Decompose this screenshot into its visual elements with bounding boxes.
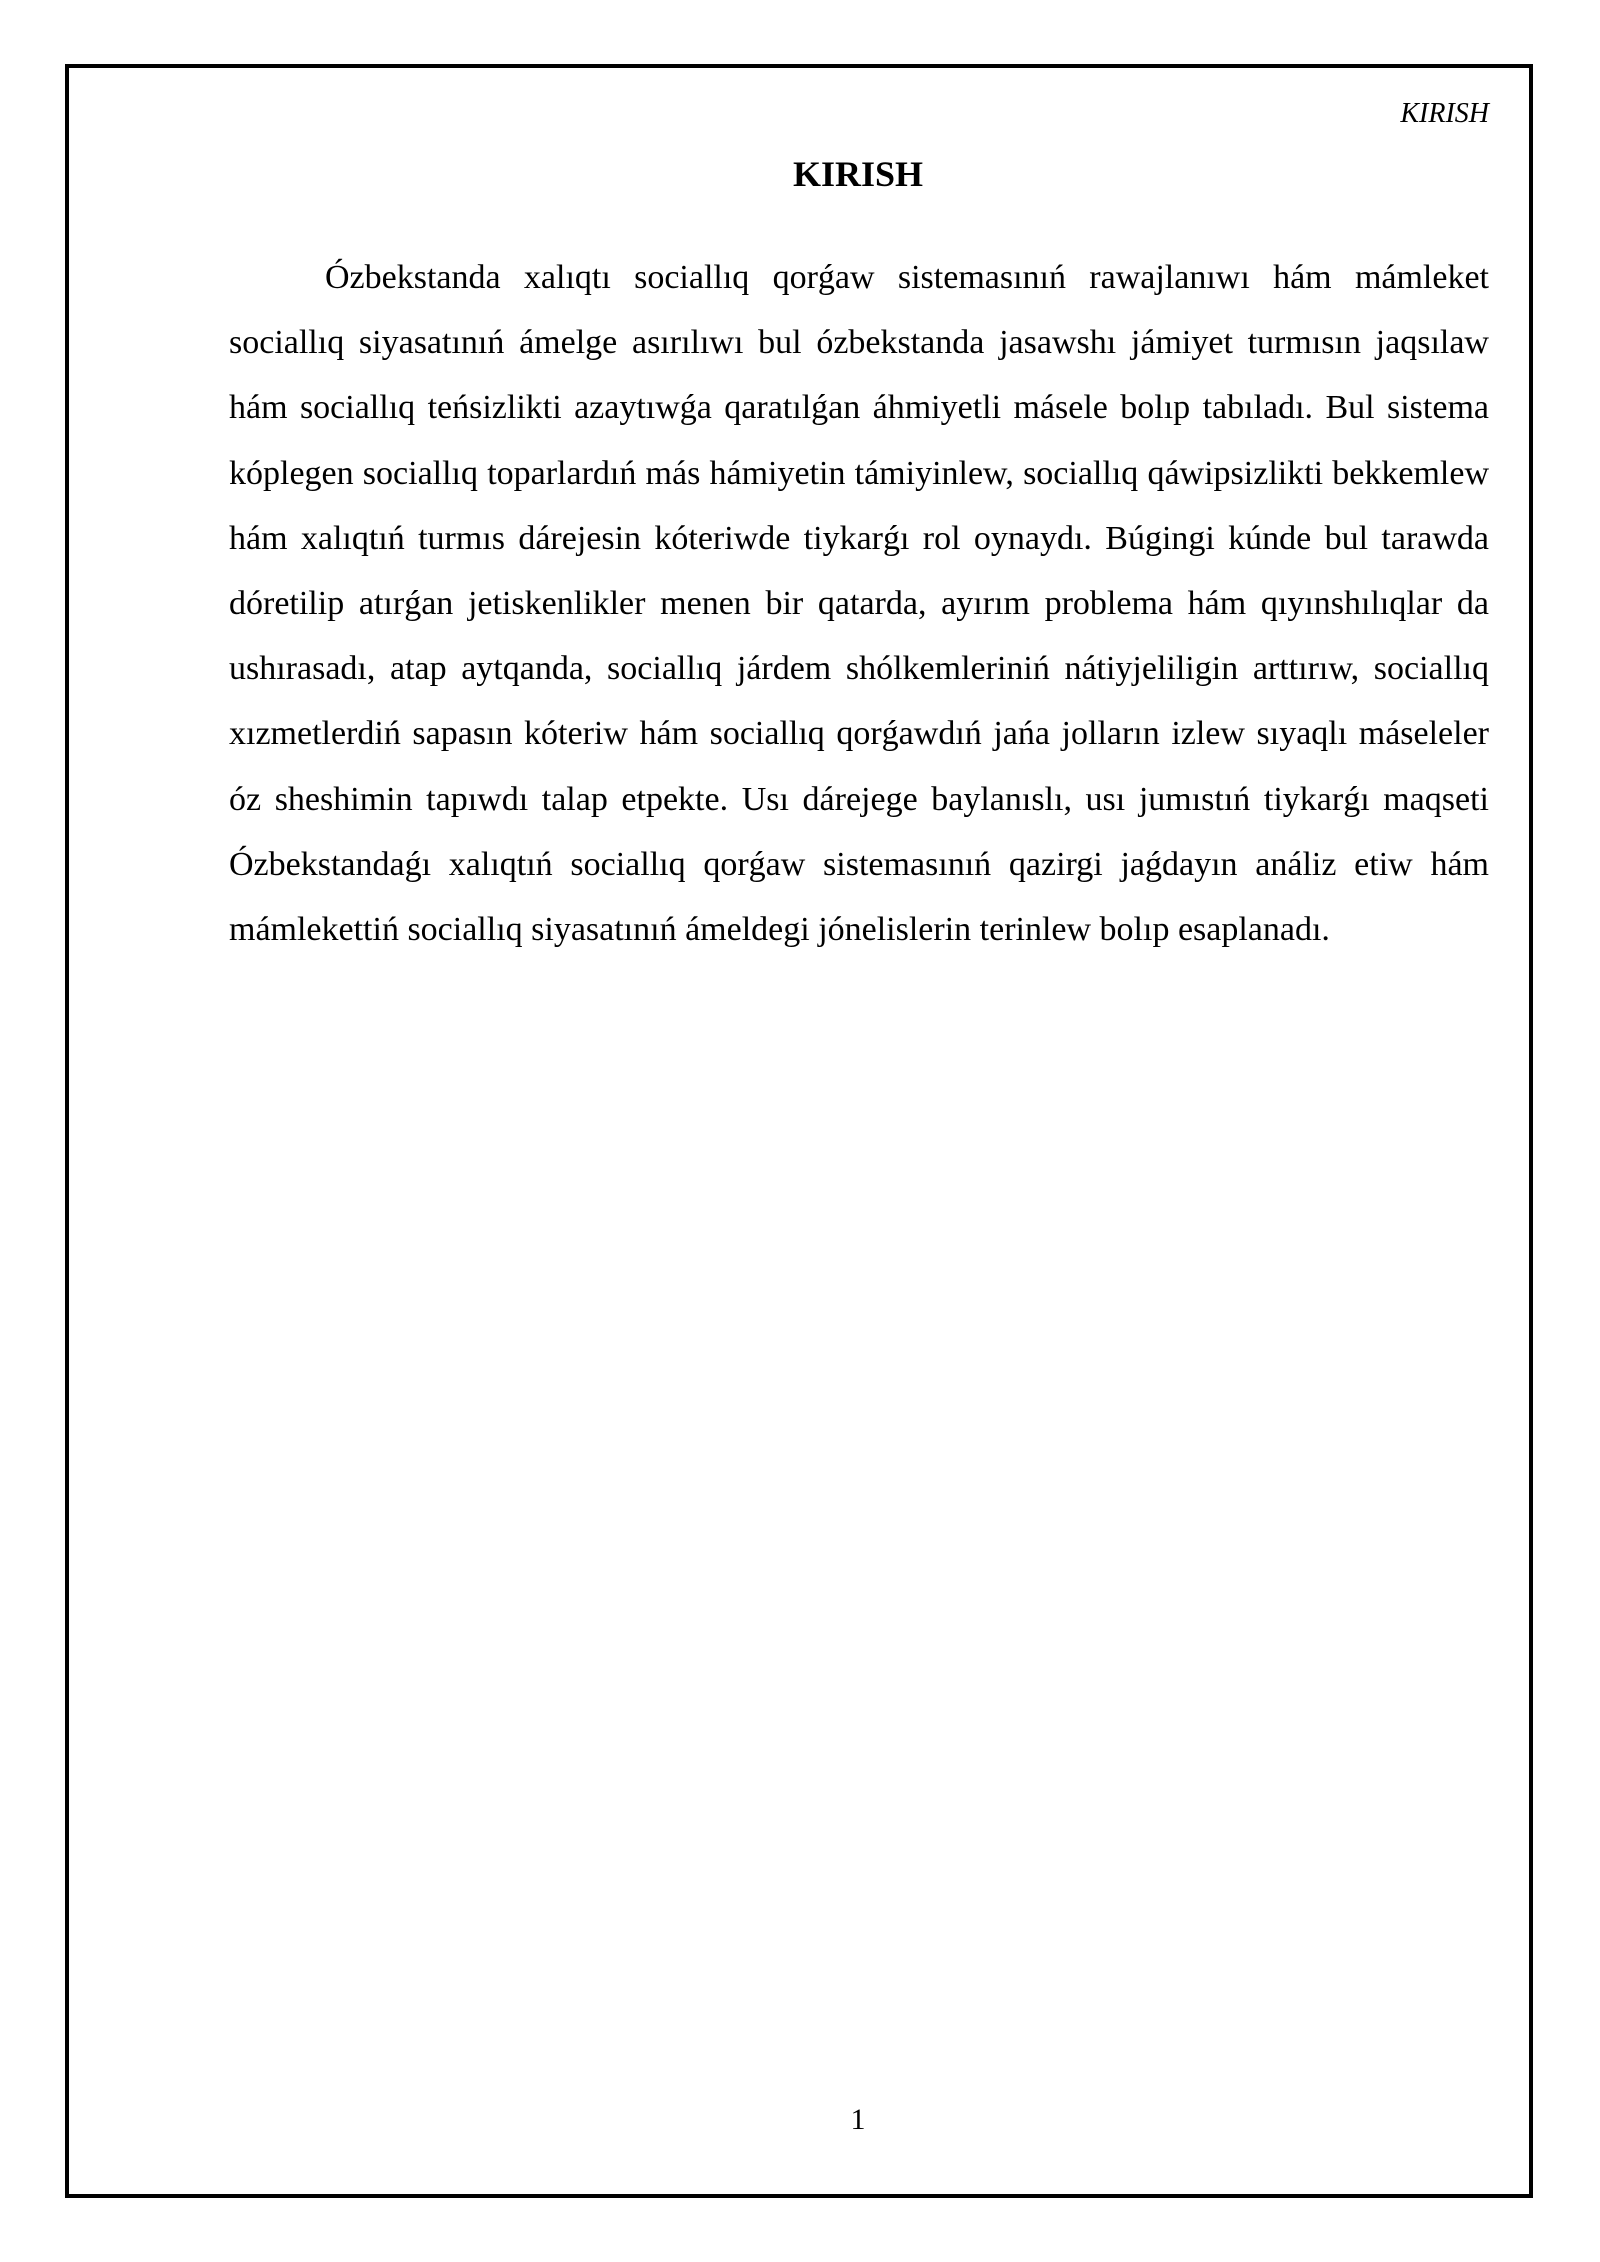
running-header: KIRISH xyxy=(1400,98,1489,129)
body-paragraph: Ózbekstanda xalıqtı sociallıq qorǵaw sistemasınıń rawajlanıwı hám mámleket sociallıq siyasatınıń ámelge asırılıwı bul ózbekstanda jasawshı jámiyet turmısın jaqsılaw hám sociallıq teńsizlikti azaytıwǵa qaratılǵan áhmiyetli másele bolıp tabıladı. Bul sistema kóplegen sociallıq toparlardıń más hámiyetin támiyinlew, sociallıq qáwipsizlikti bekkemlew hám xalıqtıń turmıs dárejesin kóteriwde tiykarǵı rol oynaydı. Búgingi kúnde bul tarawda dóretilip atırǵan jetiskenlikler menen bir qatarda, ayırım problema hám qıyınshılıqlar da ushırasadı, atap aytqanda, sociallıq járdem shólkemleriniń nátiyjeliligin arttırıw, sociallıq xızmetlerdiń sapasın kóteriw hám sociallıq qorǵawdıń jańa jolların izlew sıyaqlı máseleler óz sheshimin tapıwdı talap etpekte. Usı dárejege baylanıslı, usı jumıstıń tiykarǵı maqseti Ózbekstandaǵı xalıqtıń sociallıq qorǵaw sistemasınıń qazirgi jaǵdayın análiz etiw hám mámlekettiń sociallıq siyasatınıń ámeldegi jónelislerin terinlew bolıp esaplanadı. xyxy=(229,259,1489,949)
page-number: 1 xyxy=(850,2103,866,2136)
section-title: KIRISH xyxy=(792,154,924,194)
